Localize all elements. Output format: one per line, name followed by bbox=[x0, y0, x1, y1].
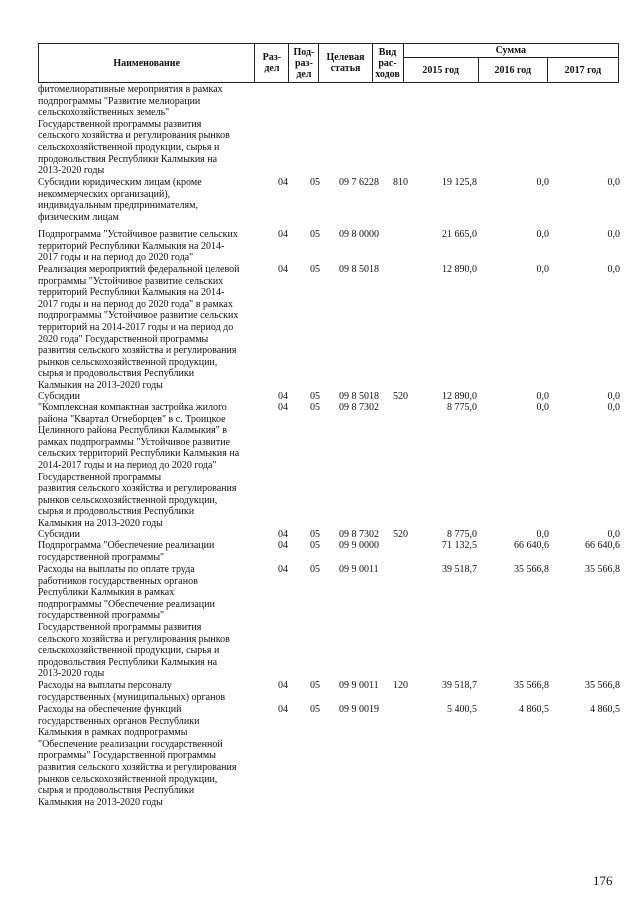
row-razdel: 04 bbox=[278, 564, 288, 575]
table-row bbox=[38, 564, 622, 680]
row-name: Субсидии bbox=[38, 529, 80, 540]
table-row bbox=[38, 177, 622, 229]
row-name: Субсидии bbox=[38, 391, 80, 402]
header-vid: Вид рас- ходов bbox=[372, 44, 403, 83]
row-celevaya: 09 9 0011 bbox=[339, 680, 379, 691]
row-podrazdel: 05 bbox=[310, 264, 320, 275]
header-summa: Сумма bbox=[403, 44, 618, 58]
table-row bbox=[38, 402, 622, 529]
row-2017: 0,0 bbox=[607, 529, 620, 540]
row-podrazdel: 05 bbox=[310, 391, 320, 402]
page-number: 176 bbox=[593, 873, 613, 888]
table-header bbox=[38, 43, 619, 83]
row-name: Расходы на выплаты персоналу государственных (муниципальных) органов bbox=[38, 680, 226, 703]
row-2017: 0,0 bbox=[607, 229, 620, 240]
table-row bbox=[38, 529, 622, 540]
table-row bbox=[38, 264, 622, 391]
row-2016: 0,0 bbox=[536, 402, 549, 413]
row-2016: 66 640,6 bbox=[514, 540, 549, 551]
row-2016: 0,0 bbox=[536, 177, 549, 188]
row-podrazdel: 05 bbox=[310, 564, 320, 575]
row-vid: 520 bbox=[393, 391, 408, 402]
header-2015: 2015 год bbox=[403, 58, 478, 83]
header-name: Наименование bbox=[39, 44, 255, 83]
row-vid: 810 bbox=[393, 177, 408, 188]
row-2017: 0,0 bbox=[607, 402, 620, 413]
row-name: Подпрограмма "Обеспечение реализации государственной программы" bbox=[38, 540, 215, 563]
row-2015: 8 775,0 bbox=[447, 529, 477, 540]
row-razdel: 04 bbox=[278, 264, 288, 275]
row-celevaya: 09 8 7302 bbox=[339, 529, 379, 540]
row-razdel: 04 bbox=[278, 680, 288, 691]
row-2015: 21 665,0 bbox=[442, 229, 477, 240]
row-2017: 0,0 bbox=[607, 264, 620, 275]
row-2015: 12 890,0 bbox=[442, 391, 477, 402]
row-podrazdel: 05 bbox=[310, 529, 320, 540]
row-celevaya: 09 7 6228 bbox=[339, 177, 379, 188]
row-2016: 0,0 bbox=[536, 229, 549, 240]
table-row bbox=[38, 704, 622, 809]
row-celevaya: 09 9 0019 bbox=[339, 704, 379, 715]
row-podrazdel: 05 bbox=[310, 177, 320, 188]
row-celevaya: 09 9 0000 bbox=[339, 540, 379, 551]
row-celevaya: 09 8 0000 bbox=[339, 229, 379, 240]
table-row bbox=[38, 84, 622, 177]
row-2016: 35 566,8 bbox=[514, 680, 549, 691]
row-name: Реализация мероприятий федеральной целевой программы "Устойчивое развитие сельских территорий Республики Калмыкия на 2014- 2017 годы и на период до 2020 года" в рамках подпрограммы "Устойчивое развитие сельских территорий на 2014-2017 годы и на период до 2020 года" Государственной программы развития сельского хозяйства и регулирования рынков сельскохозяйственной продукции, сырья и продовольствия Республики Калмыкия на 2013-2020 годы bbox=[38, 264, 240, 391]
row-vid: 520 bbox=[393, 529, 408, 540]
table-row bbox=[38, 391, 622, 402]
row-celevaya: 09 8 7302 bbox=[339, 402, 379, 413]
row-2016: 0,0 bbox=[536, 529, 549, 540]
row-celevaya: 09 8 5018 bbox=[339, 391, 379, 402]
row-2017: 35 566,8 bbox=[585, 680, 620, 691]
table-row bbox=[38, 680, 622, 704]
row-2015: 39 518,7 bbox=[442, 680, 477, 691]
table-row bbox=[38, 229, 622, 264]
row-name: "Комплексная компактная застройка жилого района "Квартал Огнеборцев" в с. Троицкое Целинного района Республики Калмыкия" в рамках подпрограммы "Устойчивое развитие сельских территорий Республики Калмыкия на 2014-2017 годы и на период до 2020 года" Государственной программы развития сельского хозяйства и регулирования рынков сельскохозяйственной продукции, сырья и продовольствия Республики Калмыкия на 2013-2020 годы bbox=[38, 402, 240, 529]
header-2017: 2017 год bbox=[547, 58, 618, 83]
row-name: Субсидии юридическим лицам (кроме некоммерческих организаций), индивидуальным предпринимателям, физическим лицам bbox=[38, 177, 202, 223]
row-2016: 0,0 bbox=[536, 264, 549, 275]
row-podrazdel: 05 bbox=[310, 540, 320, 551]
row-2015: 19 125,8 bbox=[442, 177, 477, 188]
row-2015: 12 890,0 bbox=[442, 264, 477, 275]
row-razdel: 04 bbox=[278, 529, 288, 540]
row-2016: 4 860,5 bbox=[519, 704, 549, 715]
row-2015: 71 132,5 bbox=[442, 540, 477, 551]
header-celevaya: Целевая статья bbox=[319, 44, 372, 83]
header-podrazdel: Под- раз- дел bbox=[289, 44, 319, 83]
row-podrazdel: 05 bbox=[310, 229, 320, 240]
row-razdel: 04 bbox=[278, 540, 288, 551]
row-razdel: 04 bbox=[278, 391, 288, 402]
row-2017: 35 566,8 bbox=[585, 564, 620, 575]
row-podrazdel: 05 bbox=[310, 402, 320, 413]
row-2017: 66 640,6 bbox=[585, 540, 620, 551]
row-podrazdel: 05 bbox=[310, 680, 320, 691]
row-2016: 35 566,8 bbox=[514, 564, 549, 575]
row-name: Расходы на обеспечение функций государственных органов Республики Калмыкия в рамках подпрограммы "Обеспечение реализации государственной программы" Государственной программы развития сельского хозяйства и регулирования рынков сельскохозяйственной продукции, сырья и продовольствия Республики Калмыкия на 2013-2020 годы bbox=[38, 704, 237, 808]
row-celevaya: 09 9 0011 bbox=[339, 564, 379, 575]
row-2017: 0,0 bbox=[607, 391, 620, 402]
row-2015: 8 775,0 bbox=[447, 402, 477, 413]
row-name: фитомелиоративные мероприятия в рамках подпрограммы "Развитие мелиорации сельскохозяйственных земель" Государственной программы развития сельского хозяйства и регулирования рынков сельскохозяйственной продукции, сырья и продовольствия Республики Калмыкия на 2013-2020 годы bbox=[38, 84, 230, 177]
row-vid: 120 bbox=[393, 680, 408, 691]
table-row bbox=[38, 540, 622, 564]
row-razdel: 04 bbox=[278, 704, 288, 715]
row-2015: 39 518,7 bbox=[442, 564, 477, 575]
row-razdel: 04 bbox=[278, 177, 288, 188]
row-2017: 0,0 bbox=[607, 177, 620, 188]
row-podrazdel: 05 bbox=[310, 704, 320, 715]
row-name: Расходы на выплаты по оплате труда работников государственных органов Республики Калмыкия в рамках подпрограммы "Обеспечение реализации государственной программы" Государственной программы развития сельского хозяйства и регулирования рынков сельскохозяйственной продукции, сырья и продовольствия Республики Калмыкия на 2013-2020 годы bbox=[38, 564, 230, 680]
row-razdel: 04 bbox=[278, 229, 288, 240]
row-celevaya: 09 8 5018 bbox=[339, 264, 379, 275]
row-2016: 0,0 bbox=[536, 391, 549, 402]
header-razdel: Раз- дел bbox=[255, 44, 289, 83]
row-2015: 5 400,5 bbox=[447, 704, 477, 715]
row-name: Подпрограмма "Устойчивое развитие сельских территорий Республики Калмыкия на 2014- 2017 годы и на период до 2020 года" bbox=[38, 229, 238, 264]
table-body bbox=[38, 84, 622, 809]
row-2017: 4 860,5 bbox=[590, 704, 620, 715]
header-2016: 2016 год bbox=[478, 58, 547, 83]
row-razdel: 04 bbox=[278, 402, 288, 413]
